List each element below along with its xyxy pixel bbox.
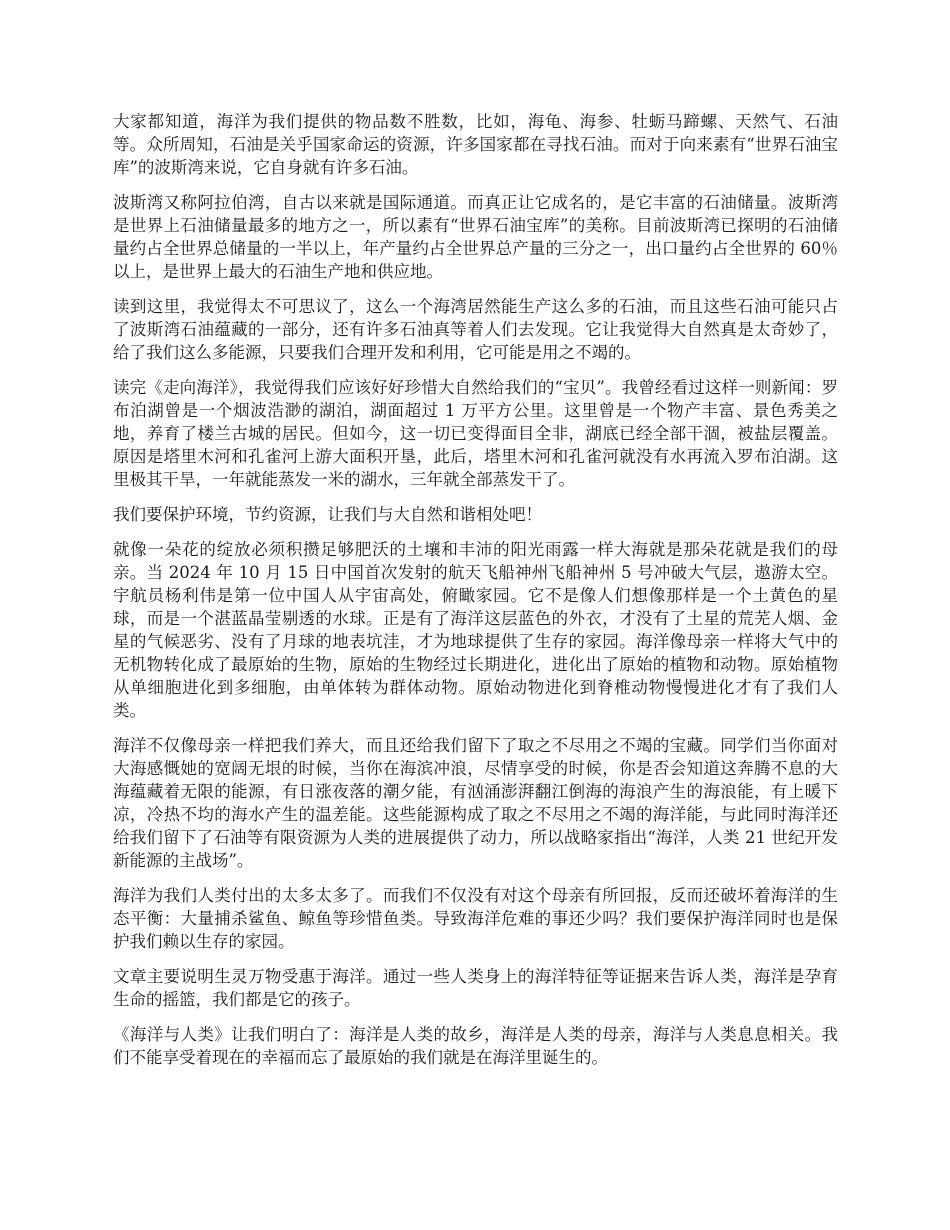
paragraph-6: 就像一朵花的绽放必须积攒足够肥沃的土壤和丰沛的阳光雨露一样大海就是那朵花就是我们的母亲。当 2024 年 10 月 15 日中国首次发射的航天飞船神州飞船神州 5 号冲破大气层，遨游太空。宇航员杨利伟是第一位中国人从宇宙高处，俯瞰家园。它不是像人们想像那样是一个土黄色的星球，而是一个湛蓝晶莹剔透的水球。正是有了海洋这层蓝色的外衣，才没有了土星的荒芜人烟、金星的气候恶劣、没有了月球的地表坑洼，才为地球提供了生存的家园。海洋像母亲一样将大气中的无机物转化成了最原始的生物，原始的生物经过长期进化，进化出了原始的植物和动物。原始植物从单细胞进化到多细胞，由单体转为群体动物。原始动物进化到脊椎动物慢慢进化才有了我们人类。 [113,540,838,720]
paragraph-1: 大家都知道，海洋为我们提供的物品数不胜数，比如，海龟、海参、牡蛎马蹄螺、天然气、石油等。众所周知，石油是关乎国家命运的资源，许多国家都在寻找石油。而对于向来素有“世界石油宝库”的波斯湾来说，它自身就有许多石油。 [113,112,838,177]
paragraph-7: 海洋不仅像母亲一样把我们养大，而且还给我们留下了取之不尽用之不竭的宝藏。同学们当你面对大海感慨她的宽阔无垠的时候，当你在海滨冲浪，尽情享受的时候，你是否会知道这奔腾不息的大海蕴藏着无限的能源，有日涨夜落的潮夕能，有汹涌澎湃翻江倒海的海浪产生的海浪能，有上暖下凉，冷热不均的海水产生的温差能。这些能源构成了取之不尽用之不竭的海洋能，与此同时海洋还给我们留下了石油等有限资源为人类的进展提供了动力，所以战略家指出“海洋，人类 21 世纪开发新能源的主战场”。 [113,736,838,870]
document-body [113,110,838,1081]
paragraph-5: 我们要保护环境，节约资源，让我们与大自然和谐相处吧！ [113,505,542,524]
paragraph-10: 《海洋与人类》让我们明白了：海洋是人类的故乡，海洋是人类的母亲，海洋与人类息息相关。我们不能享受着现在的幸福而忘了最原始的我们就是在海洋里诞生的。 [113,1025,838,1067]
paragraph-9: 文章主要说明生灵万物受惠于海洋。通过一些人类身上的海洋特征等证据来告诉人类，海洋是孕育生命的摇篮，我们都是它的孩子。 [113,967,838,1009]
paragraph-4: 读完《走向海洋》，我觉得我们应该好好珍惜大自然给我们的“宝贝”。我曾经看过这样一则新闻：罗布泊湖曾是一个烟波浩渺的湖泊，湖面超过 1 万平方公里。这里曾是一个物产丰富、景色秀美之地，养育了楼兰古城的居民。但如今，这一切已变得面目全非，湖底已经全部干涸，被盐层覆盖。原因是塔里木河和孔雀河上游大面积开垦，此后，塔里木河和孔雀河就没有水再流入罗布泊湖。这里极其干旱，一年就能蒸发一米的湖水，三年就全部蒸发干了。 [113,378,838,489]
paragraph-3: 读到这里，我觉得太不可思议了，这么一个海湾居然能生产这么多的石油，而且这些石油可能只占了波斯湾石油蕴藏的一部分，还有许多石油真等着人们去发现。它让我觉得大自然真是太奇妙了，给了我们这么多能源，只要我们合理开发和利用，它可能是用之不竭的。 [113,297,838,362]
paragraph-2: 波斯湾又称阿拉伯湾，自古以来就是国际通道。而真正让它成名的，是它丰富的石油储量。波斯湾是世界上石油储量最多的地方之一，所以素有“世界石油宝库”的美称。目前波斯湾已探明的石油储量约占全世界总储量的一半以上，年产量约占全世界总产量的三分之一，出口量约占全世界的 60％以上，是世界上最大的石油生产地和供应地。 [113,193,838,281]
paragraph-8: 海洋为我们人类付出的太多太多了。而我们不仅没有对这个母亲有所回报，反而还破坏着海洋的生态平衡：大量捕杀鲨鱼、鲸鱼等珍惜鱼类。导致海洋危难的事还少吗？我们要保护海洋同时也是保护我们赖以生存的家园。 [113,886,838,951]
